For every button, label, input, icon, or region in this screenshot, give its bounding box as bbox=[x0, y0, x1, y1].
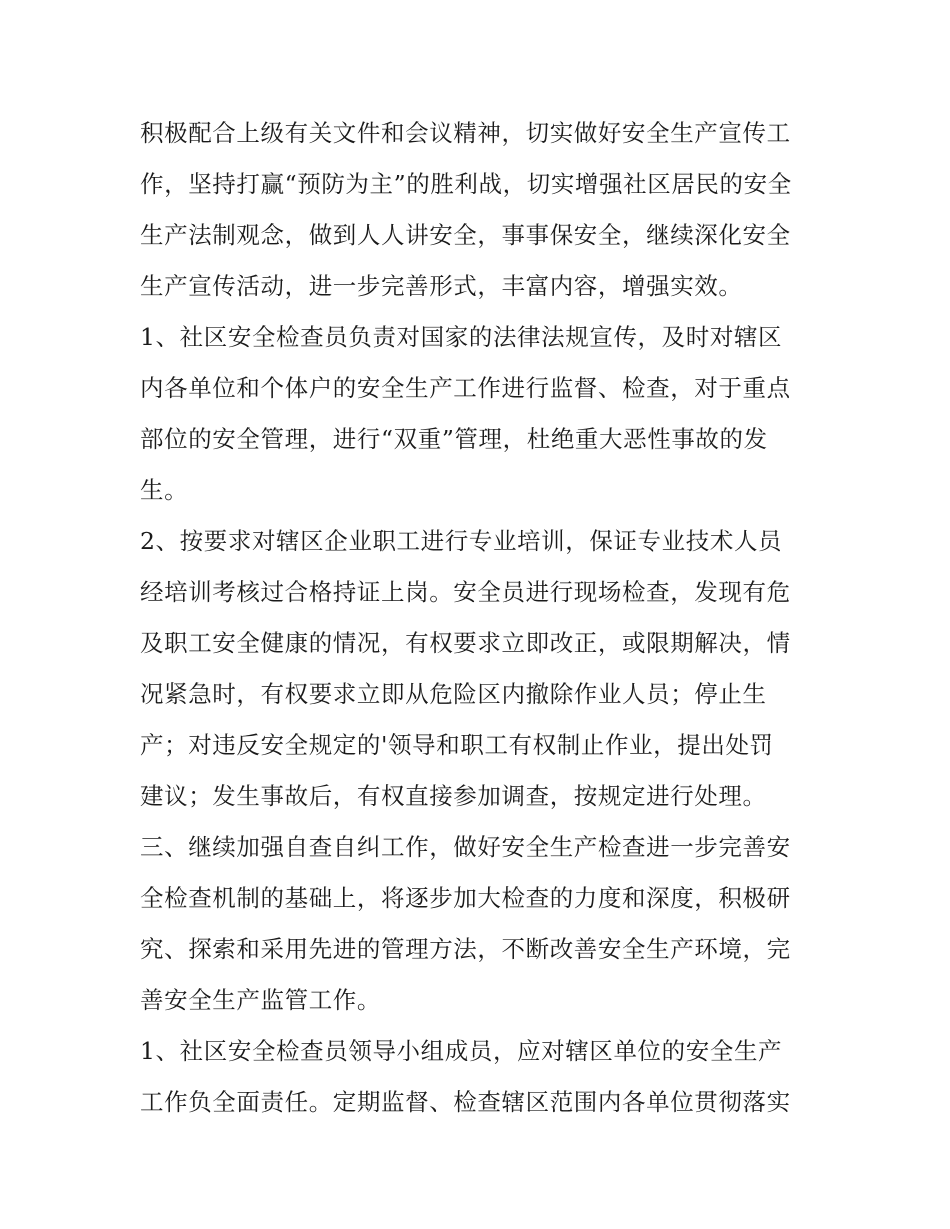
text-line: 及职工安全健康的情况，有权要求立即改正，或限期解决，情 bbox=[140, 629, 791, 657]
text-line: 作，坚持打赢“预防为主”的胜利战，切实增强社区居民的安全 bbox=[140, 170, 792, 198]
text-line: 生产宣传活动，进一步完善形式，丰富内容，增强实效。 bbox=[140, 272, 743, 300]
text-line: 内各单位和个体户的安全生产工作进行监督、检查，对于重点 bbox=[140, 374, 791, 402]
text-line: 1、社区安全检查员领导小组成员，应对辖区单位的安全生产 bbox=[140, 1037, 783, 1065]
text-line: 1、社区安全检查员负责对国家的法律法规宣传，及时对辖区 bbox=[140, 323, 783, 351]
text-line: 生。 bbox=[140, 476, 189, 504]
text-line: 生产法制观念，做到人人讲安全，事事保安全，继续深化安全 bbox=[140, 221, 791, 249]
text-line: 全检查机制的基础上，将逐步加大检查的力度和深度，积极研 bbox=[140, 884, 791, 912]
text-line: 况紧急时，有权要求立即从危险区内撤除作业人员；停止生 bbox=[140, 680, 767, 708]
text-line: 建议；发生事故后，有权直接参加调查，按规定进行处理。 bbox=[140, 782, 767, 810]
text-line: 工作负全面责任。定期监督、检查辖区范围内各单位贯彻落实 bbox=[140, 1088, 791, 1116]
text-line: 部位的安全管理，进行“双重”管理，杜绝重大恶性事故的发 bbox=[140, 425, 768, 453]
document-body bbox=[140, 108, 812, 1128]
text-line: 善安全生产监管工作。 bbox=[140, 986, 381, 1014]
text-line: 三、继续加强自查自纠工作，做好安全生产检查进一步完善安 bbox=[140, 833, 791, 861]
text-line: 究、探索和采用先进的管理方法，不断改善安全生产环境，完 bbox=[140, 935, 791, 963]
text-line: 经培训考核过合格持证上岗。安全员进行现场检查，发现有危 bbox=[140, 578, 791, 606]
text-line: 积极配合上级有关文件和会议精神，切实做好安全生产宣传工 bbox=[140, 119, 791, 147]
text-line: 2、按要求对辖区企业职工进行专业培训，保证专业技术人员 bbox=[140, 527, 783, 555]
text-line: 产；对违反安全规定的'领导和职工有权制止作业，提出处罚 bbox=[140, 731, 774, 759]
